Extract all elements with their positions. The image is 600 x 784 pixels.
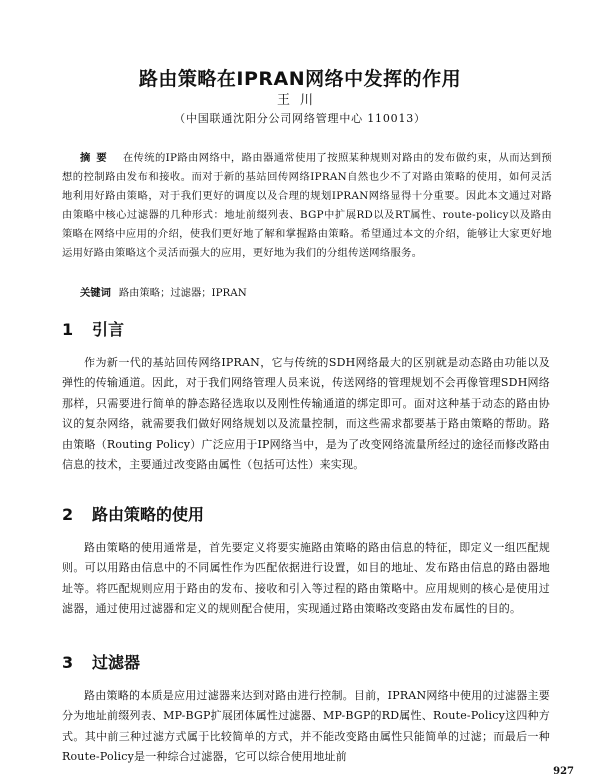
section-number: 2 xyxy=(62,505,74,524)
page-number: 927 xyxy=(553,766,574,777)
section-heading-introduction xyxy=(62,317,124,340)
abstract xyxy=(62,149,552,263)
keywords-label: 关键词 xyxy=(80,287,111,299)
paper-title: 路由策略在IPRAN网络中发挥的作用 xyxy=(138,68,462,90)
section-body-introduction: 作为新一代的基站回传网络IPRAN，它与传统的SDH网络最大的区别就是动态路由功能以及弹性的传输通道。因此，对于我们网络管理人员来说，传送网络的管理规划不会再像管理SDH网络那样，只需要进行简单的静态路径选取以及刚性传输通道的绑定即可。面对这种基于动态的路由协议的复杂网络，就需要我们做好网络规划以及流量控制，而这些需求都要基于路由策略的帮助。路由策略（Routing Policy）广泛应用于IP网络当中，是为了改变网络流量所经过的途径而修改路由信息的技术，主要通过改变路由属性（包括可达性）来实现。 xyxy=(62,356,550,472)
section-title: 路由策略的使用 xyxy=(92,505,205,524)
section-heading-routing-policy-use xyxy=(62,502,204,525)
section-number: 3 xyxy=(62,653,74,672)
section-body-routing-policy-use: 路由策略的使用通常是，首先要定义将要实施路由策略的路由信息的特征，即定义一组匹配规则。可以用路由信息中的不同属性作为匹配依据进行设置，如目的地址、发布路由信息的路由器地址等。将匹配规则应用于路由的发布、接收和引入等过程的路由策略中。应用规则的核心是使用过滤器，通过使用过滤器和定义的规则配合使用，实现通过路由策略改变路由发布属性的目的。 xyxy=(62,541,550,616)
section-body-filters: 路由策略的本质是应用过滤器来达到对路由进行控制。目前，IPRAN网络中使用的过滤器主要分为地址前缀列表、MP-BGP扩展团体属性过滤器、MP-BGP的RD属性、Route-Policy这四种方式。其中前三种过滤方式属于比较简单的方式，并不能改变路由属性只能简单的过滤；而最后一种Route-Policy是一种综合过滤器，它可以综合使用地址前 xyxy=(62,689,550,764)
section-title: 引言 xyxy=(92,320,125,339)
section-number: 1 xyxy=(62,320,74,339)
author-name: 王川 xyxy=(276,93,323,108)
section-heading-filters xyxy=(62,650,140,673)
abstract-text: 在传统的IP路由网络中，路由器通常使用了按照某种规则对路由的发布做约束，从而达到预想的控制路由发布和接收。而对于新的基站回传网络IPRAN自然也少不了对路由策略的使用，如何灵活地利用好路由策略，对于我们更好的调度以及合理的规划IPRAN网络显得十分重要。因此本文通过对路由策略中核心过滤器的几种形式：地址前缀列表、BGP中扩展RD以及RT属性、route-policy以及路由策略在网络中应用的介绍，使我们更好地了解和掌握路由策略。希望通过本文的介绍，能够让大家更好地运用好路由策略这个灵活而强大的应用，更好地为我们的分组传送网络服务。 xyxy=(62,152,553,259)
keywords xyxy=(80,284,550,299)
section-title: 过滤器 xyxy=(92,653,141,672)
author-affiliation: （中国联通沈阳分公司网络管理中心 110013） xyxy=(174,112,426,125)
keywords-text: 路由策略；过滤器；IPRAN xyxy=(118,287,247,299)
abstract-label: 摘要 xyxy=(80,152,113,164)
